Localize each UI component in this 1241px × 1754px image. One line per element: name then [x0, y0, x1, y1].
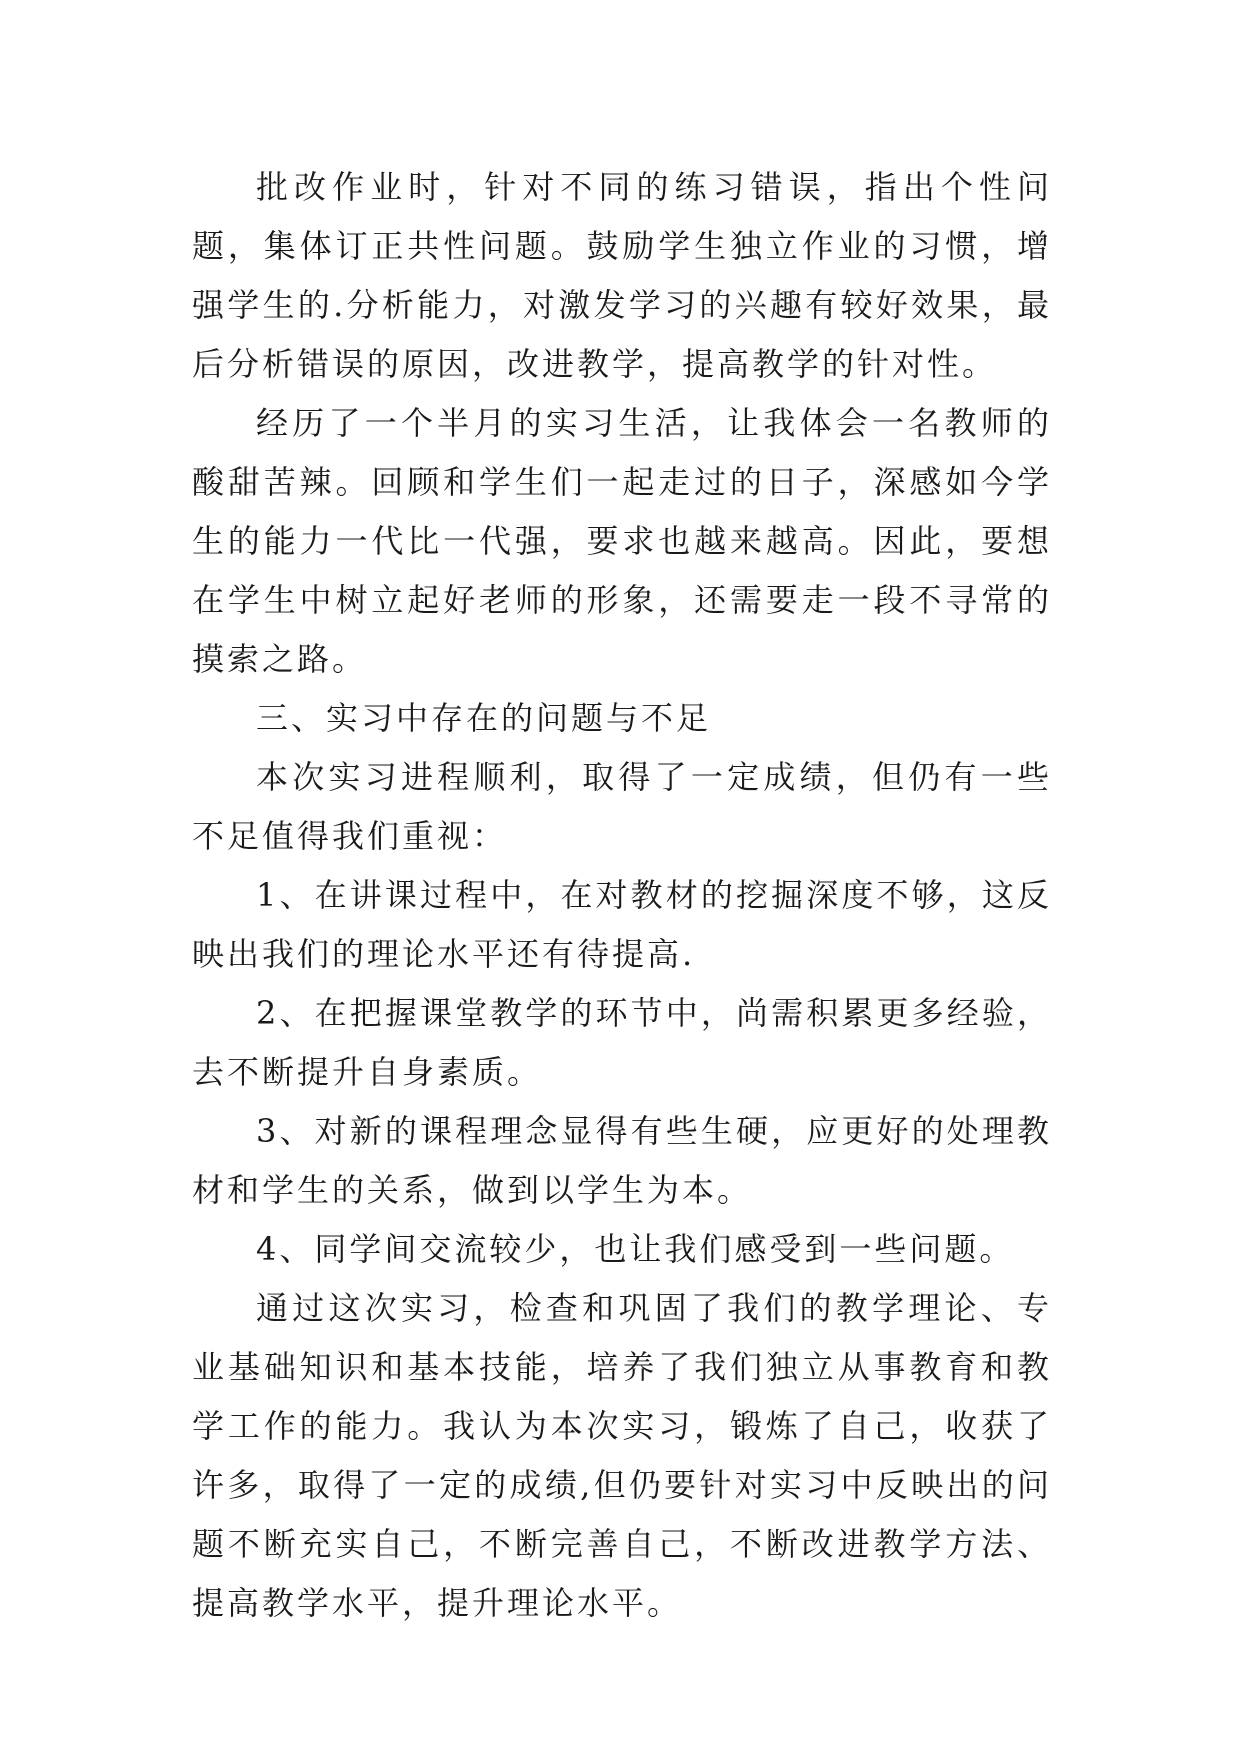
paragraph-conclusion: 通过这次实习，检查和巩固了我们的教学理论、专业基础知识和基本技能，培养了我们独立从事教育和教学工作的能力。我认为本次实习，锻炼了自己，收获了许多，取得了一定的成绩,但仍要针对实习中反映出的问题不断充实自己，不断完善自己，不断改进教学方法、提高教学水平，提升理论水平。 — [192, 1289, 1052, 1622]
list-item-1: 1、在讲课过程中，在对教材的挖掘深度不够，这反映出我们的理论水平还有待提高. — [192, 876, 1052, 973]
list-item-3: 3、对新的课程理念显得有些生硬，应更好的处理教材和学生的关系，做到以学生为本。 — [192, 1112, 1052, 1209]
document-body — [192, 158, 1052, 1633]
paragraph-problems-intro: 本次实习进程顺利，取得了一定成绩，但仍有一些不足值得我们重视： — [192, 758, 1052, 855]
list-item-4: 4、同学间交流较少，也让我们感受到一些问题。 — [256, 1230, 1015, 1268]
section-heading-problems: 三、实习中存在的问题与不足 — [256, 699, 712, 737]
paragraph-internship-experience: 经历了一个半月的实习生活，让我体会一名教师的酸甜苦辣。回顾和学生们一起走过的日子，深感如今学生的能力一代比一代强，要求也越来越高。因此，要想在学生中树立起好老师的形象，还需要走一段不寻常的摸索之路。 — [192, 404, 1052, 678]
paragraph-grading-homework: 批改作业时，针对不同的练习错误，指出个性问题，集体订正共性问题。鼓励学生独立作业的习惯，增强学生的.分析能力，对激发学习的兴趣有较好效果，最后分析错误的原因，改进教学，提高教学的针对性。 — [192, 168, 1052, 383]
list-item-2: 2、在把握课堂教学的环节中，尚需积累更多经验，去不断提升自身素质。 — [192, 994, 1052, 1091]
